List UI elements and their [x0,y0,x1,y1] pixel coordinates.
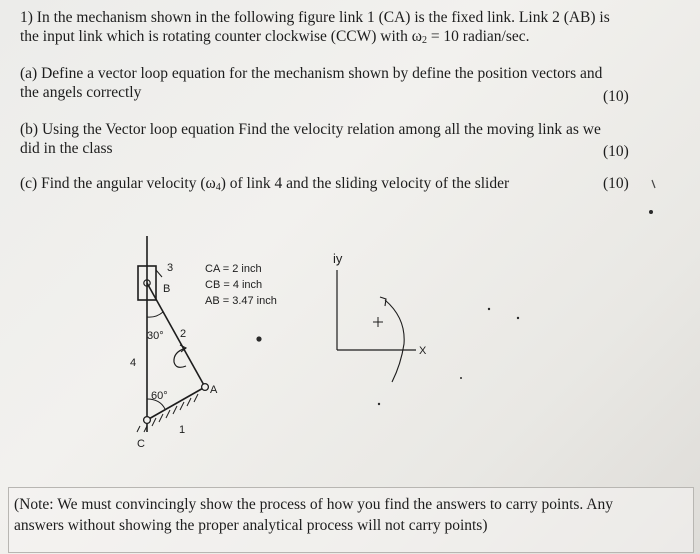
part-a-points: (10) [603,88,629,105]
part-c-points: (10) [603,175,629,192]
pin-c-base [137,426,147,432]
q1-omega-subscript: 2 [421,35,427,46]
part-c-text-b: ) of link 4 and the sliding velocity of the slider [220,175,510,192]
label-link-4: 4 [130,357,137,369]
label-angle-30: 30° [147,330,164,342]
pin-c [144,417,151,424]
link-3-leader [156,270,162,277]
part-b-line-2: did in the class [20,140,113,157]
dim-cb: CB = 4 inch [205,279,263,291]
stray-marks [256,180,655,405]
label-point-a: A [210,384,218,396]
part-a-line-2: the angels correctly [20,84,142,101]
part-c-text-a: (c) Find the angular velocity (ω [20,175,216,192]
note-line-1: (Note: We must convincingly show the process of how you find the answers to carry points. Any [14,496,613,513]
part-b-line-1: (b) Using the Vector loop equation Find the velocity relation among all the moving link as we [20,121,601,138]
label-link-2: 2 [180,328,187,340]
part-b-points: (10) [603,143,629,160]
part-c-omega-subscript: 4 [215,182,221,193]
label-angle-60: 60° [151,390,168,402]
q1-text-a: the input link which is rotating counter clockwise (CCW) with ω [20,28,422,45]
label-link-3: 3 [167,262,174,274]
plus-sign [373,317,383,327]
axis-label-iy: iy [333,251,343,266]
part-a-line-1: (a) Define a vector loop equation for the mechanism shown by define the position vectors and [20,65,603,82]
pin-a [202,384,209,391]
label-point-c: C [137,438,145,450]
dim-ca: CA = 2 inch [205,263,262,275]
question-1-line-1: 1) In the mechanism shown in the following figure link 1 (CA) is the fixed link. Link 2 (AB) is [20,9,610,26]
dim-ab: AB = 3.47 inch [205,295,277,307]
label-point-b: B [163,283,171,295]
q1-text-b: = 10 radian/sec. [426,28,530,45]
rotation-arrowhead [380,297,386,306]
note-line-2: answers without showing the proper analytical process will not carry points) [14,517,488,534]
rotation-arc [385,300,404,382]
label-link-1: 1 [179,424,186,436]
angle-30-arc [147,312,163,317]
axis-label-x: X [419,345,427,357]
